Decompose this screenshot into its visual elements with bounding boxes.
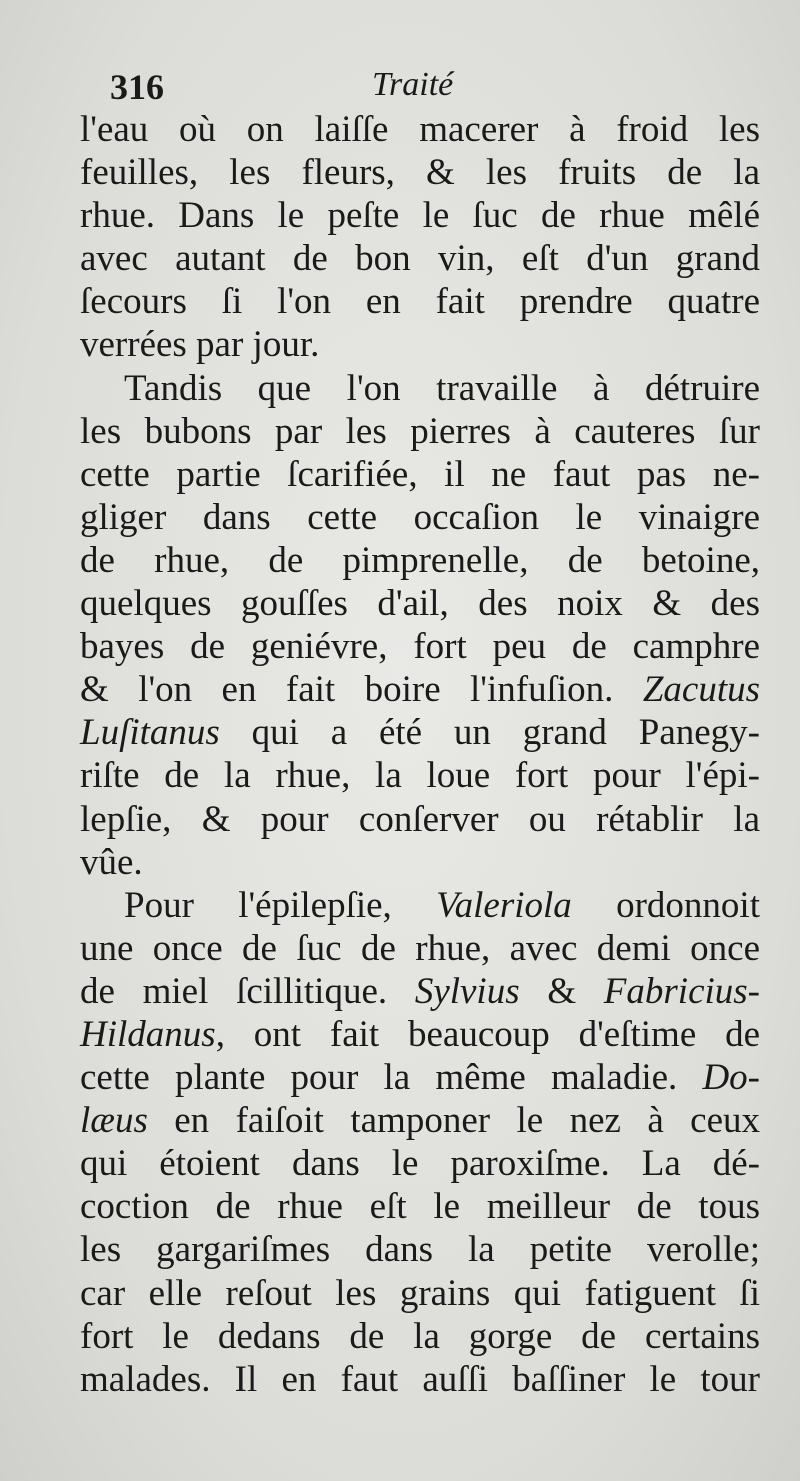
text-span: riſte de la rhue, la loue fort pour l'épi- bbox=[80, 755, 760, 797]
text-line bbox=[80, 194, 760, 237]
italic-name: Luſitanus bbox=[80, 712, 220, 754]
text-span: qui a été un grand Panegy- bbox=[219, 712, 760, 754]
text-line bbox=[80, 539, 760, 582]
text-line bbox=[80, 1272, 760, 1315]
text-line bbox=[80, 1056, 760, 1099]
text-line bbox=[80, 367, 760, 410]
text-line bbox=[80, 711, 760, 754]
text-span: car elle reſout les grains qui fatiguent ſi bbox=[80, 1272, 760, 1314]
text-span: avec autant de bon vin, eſt d'un grand bbox=[80, 238, 760, 280]
body-text bbox=[80, 108, 760, 1401]
text-line bbox=[80, 151, 760, 194]
text-line bbox=[80, 1013, 760, 1056]
text-span: , ont fait beaucoup d'eſtime de bbox=[215, 1013, 760, 1055]
text-line bbox=[80, 1142, 760, 1185]
text-span: rhue. Dans le peſte le ſuc de rhue mêlé bbox=[80, 195, 760, 237]
text-span: fort le dedans de la gorge de certains bbox=[80, 1315, 760, 1357]
text-span: quelques gouſſes d'ail, des noix & des bbox=[80, 583, 760, 625]
text-line bbox=[80, 927, 760, 970]
italic-name: Valeriola bbox=[436, 884, 572, 926]
text-span: cette partie ſcarifiée, il ne faut pas ne- bbox=[80, 453, 760, 495]
text-line bbox=[80, 970, 760, 1013]
text-span: en faiſoit tamponer le nez à ceux bbox=[147, 1100, 760, 1142]
text-line bbox=[80, 884, 760, 927]
text-span: & l'on en fait boire l'infuſion. bbox=[80, 669, 643, 711]
text-line bbox=[80, 1185, 760, 1228]
text-line bbox=[80, 410, 760, 453]
page-header bbox=[110, 66, 750, 110]
text-line bbox=[80, 237, 760, 280]
text-span: ſecours ſi l'on en fait prendre quatre bbox=[80, 281, 760, 323]
text-span: Pour l'épilepſie, bbox=[124, 884, 437, 926]
running-title: Traité bbox=[372, 66, 454, 103]
text-span: feuilles, les fleurs, & les fruits de la bbox=[80, 152, 760, 194]
text-span: les gargariſmes dans la petite verolle; bbox=[80, 1229, 760, 1271]
italic-name: Sylvius bbox=[414, 970, 520, 1012]
text-span: ordonnoit bbox=[571, 884, 760, 926]
text-line bbox=[80, 323, 760, 366]
italic-name: Hildanus bbox=[80, 1013, 216, 1055]
page-number: 316 bbox=[110, 67, 164, 107]
text-span: de miel ſcillitique. bbox=[80, 970, 415, 1012]
text-span: les bubons par les pierres à cauteres ſur bbox=[80, 410, 760, 452]
text-line bbox=[80, 1315, 760, 1358]
italic-name: Do- bbox=[702, 1057, 760, 1099]
text-span: qui étoient dans le paroxiſme. La dé- bbox=[80, 1143, 760, 1185]
text-line bbox=[80, 453, 760, 496]
text-span: cette plante pour la même maladie. bbox=[80, 1057, 703, 1099]
text-span: une once de ſuc de rhue, avec demi once bbox=[80, 927, 760, 969]
text-span: gliger dans cette occaſion le vinaigre bbox=[80, 496, 760, 538]
text-line bbox=[80, 798, 760, 841]
text-line bbox=[80, 108, 760, 151]
text-span: coction de rhue eſt le meilleur de tous bbox=[80, 1186, 760, 1228]
text-span: verrées par jour. bbox=[80, 324, 320, 366]
text-line bbox=[80, 280, 760, 323]
text-line bbox=[80, 496, 760, 539]
text-span: & bbox=[519, 970, 604, 1012]
text-line bbox=[80, 1358, 760, 1401]
text-span: bayes de geniévre, fort peu de camphre bbox=[80, 626, 760, 668]
text-line bbox=[80, 754, 760, 797]
text-line bbox=[80, 582, 760, 625]
text-line bbox=[80, 1099, 760, 1142]
text-span: lepſie, & pour conſerver ou rétablir la bbox=[80, 798, 760, 840]
text-span: malades. Il en faut auſſi baſſiner le tour bbox=[80, 1358, 760, 1400]
text-line bbox=[80, 625, 760, 668]
text-span: Tandis que l'on travaille à détruire bbox=[124, 367, 760, 409]
text-line bbox=[80, 1228, 760, 1271]
italic-name: læus bbox=[80, 1100, 148, 1142]
text-span: vûe. bbox=[80, 841, 143, 883]
italic-name: Zacutus bbox=[642, 669, 760, 711]
text-line bbox=[80, 841, 760, 884]
text-span: de rhue, de pimprenelle, de betoine, bbox=[80, 539, 760, 581]
text-line bbox=[80, 668, 760, 711]
text-span: l'eau où on laiſſe macerer à froid les bbox=[80, 109, 760, 150]
italic-name: Fabricius- bbox=[603, 970, 760, 1012]
